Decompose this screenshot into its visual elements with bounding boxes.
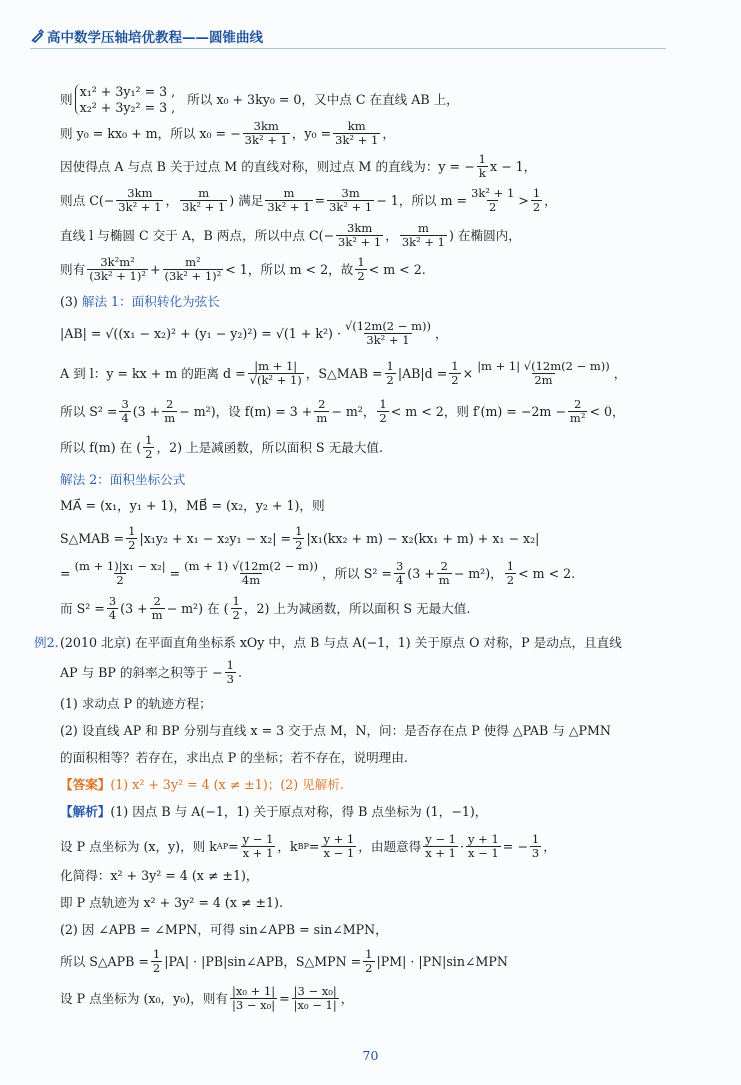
system-eq-1: x₁² + 3y₁² = 3 ,: [79, 84, 176, 99]
denominator: 2: [506, 572, 515, 587]
text: − m²) 在 (: [166, 600, 229, 616]
text: − 1，所以 m =: [376, 192, 468, 208]
text: A 到 l：y = kx + m 的距离 d =: [60, 365, 246, 381]
line-7: [60, 294, 220, 310]
text: < 0，: [589, 403, 625, 419]
text: |PA| · |PB|sin∠APB，S△MPN =: [164, 953, 362, 969]
system-eq-2: x₂² + 3y₂² = 3 ,: [79, 99, 176, 115]
fraction: [333, 120, 380, 147]
text: 所以 S△APB =: [60, 953, 149, 969]
text: < m < 2，则 f′(m) = −2m −: [390, 403, 566, 419]
fraction: [449, 360, 460, 387]
numerator: 1: [365, 947, 373, 961]
text: (1) 求动点 P 的轨迹方程；: [60, 696, 212, 711]
denominator: 4m: [241, 572, 261, 587]
denominator: m: [438, 572, 450, 587]
text: +: [149, 261, 161, 277]
numerator: m: [283, 186, 295, 200]
numerator: 3: [108, 594, 117, 608]
fraction: [241, 833, 276, 860]
numerator: √(12m(2 − m)): [344, 319, 431, 333]
text: AP 与 BP 的斜率之积等于 −: [60, 664, 223, 680]
denominator: 2: [532, 199, 541, 214]
fraction: [243, 120, 290, 147]
numerator: m²: [185, 255, 201, 269]
text: ，所以 S² =: [321, 565, 392, 581]
line-13: [60, 498, 325, 514]
text: |x₁(kx₂ + m) − x₂(kx₁ + m) + x₁ − x₂|: [306, 530, 540, 546]
text: ，: [165, 192, 179, 208]
fraction: [182, 560, 320, 587]
text: ×: [462, 365, 474, 381]
fraction: [150, 595, 165, 622]
question-2-line-2: [60, 750, 408, 766]
numerator: 1: [451, 359, 459, 373]
text: 因使得点 A 与点 B 关于过点 M 的直线对称，则过点 M 的直线为：y = −: [60, 158, 475, 174]
fraction: [377, 398, 388, 425]
numerator: 3km: [127, 186, 153, 200]
numerator: 1: [357, 255, 365, 269]
text: ，S△MAB =: [305, 365, 383, 381]
text: < m < 2.: [518, 565, 576, 581]
method-label: 解法 2：面积坐标公式: [60, 472, 186, 487]
fraction: [336, 222, 383, 249]
fraction: [119, 398, 130, 425]
fraction: [143, 434, 154, 461]
denominator: √(k² + 1): [249, 372, 302, 387]
denominator: 4: [108, 607, 117, 622]
line-1: [60, 84, 459, 115]
answer-tag: 【答案】: [60, 777, 111, 792]
numerator: 1: [232, 594, 240, 608]
solution-line-4: [60, 895, 283, 911]
fraction: [293, 525, 304, 552]
text: 化简得：x² + 3y² = 4 (x ≠ ±1)，: [60, 868, 259, 883]
solution-line-2: [60, 833, 556, 860]
denominator: 3: [531, 845, 540, 860]
fraction: [327, 187, 374, 214]
text: |PM| · |PN|sin∠MPN: [376, 953, 508, 969]
numerator: (m + 1) √(12m(2 − m)): [184, 559, 318, 573]
text: < m < 2.: [368, 261, 426, 277]
text: |x₁y₂ + x₁ − x₂y₁ − x₂| =: [139, 530, 292, 546]
numerator: y + 1: [468, 832, 499, 846]
denominator: 3k² + 1: [182, 199, 226, 214]
text: 所以 x₀ + 3ky₀ = 0，又中点 C 在直线 AB 上，: [187, 91, 459, 107]
fraction: [505, 560, 516, 587]
solution-line-1: [60, 804, 487, 820]
line-6: [60, 256, 426, 283]
fraction: [87, 256, 148, 283]
denominator: 3k² + 1: [366, 332, 410, 347]
text: ，2) 上为减函数，所以面积 S 无最大值.: [243, 600, 471, 616]
denominator: (3k² + 1)²: [164, 268, 222, 283]
text: (2) 因 ∠APB = ∠MPN，可得 sin∠APB = sin∠MPN，: [60, 922, 388, 937]
fraction: [151, 948, 162, 975]
numerator: 1: [128, 524, 136, 538]
text: S△MAB =: [60, 530, 125, 546]
numerator: 2: [153, 594, 161, 608]
numerator: 2: [574, 397, 582, 411]
fraction: [394, 560, 405, 587]
text: 设 P 点坐标为 (x，y)，则 k: [60, 838, 217, 854]
denominator: m: [316, 410, 328, 425]
text: ) 满足: [229, 192, 264, 208]
denominator: k: [478, 165, 486, 180]
fraction: [107, 595, 118, 622]
fraction: [423, 833, 458, 860]
page-number: 70: [362, 1048, 379, 1063]
numerator: 3: [395, 559, 404, 573]
fraction: [477, 153, 488, 180]
text: >: [518, 192, 529, 208]
line-8: [60, 320, 448, 347]
text: =: [169, 565, 181, 581]
text: < 1，所以 m < 2，故: [225, 261, 354, 277]
denominator: 3k² + 1: [338, 234, 382, 249]
text: =: [279, 990, 290, 1006]
text: (3): [60, 294, 78, 309]
text: ，: [434, 325, 448, 341]
denominator: 2: [451, 372, 459, 387]
fraction: [116, 187, 163, 214]
fraction: [225, 659, 236, 686]
solution-line-6: [60, 948, 508, 975]
denominator: 4: [121, 410, 129, 425]
fraction: [162, 398, 177, 425]
denominator: 2: [295, 537, 303, 552]
numerator: 1: [145, 433, 153, 447]
numerator: 1: [295, 524, 303, 538]
numerator: y − 1: [242, 832, 274, 846]
denominator: x − 1: [468, 845, 499, 860]
method-label: 解法 1：面积转化为弦长: [81, 294, 220, 309]
text: .: [237, 664, 242, 680]
denominator: m: [151, 607, 163, 622]
numerator: 1: [379, 397, 387, 411]
example-label: 例2.: [34, 635, 59, 650]
line-3: [60, 153, 536, 180]
line-10: [60, 398, 625, 425]
denominator: 2: [379, 410, 387, 425]
text: ，: [340, 990, 354, 1006]
numerator: 1: [386, 359, 394, 373]
denominator: x − 1: [323, 845, 355, 860]
denominator: 3k² + 1: [118, 199, 162, 214]
solution-tag: 【解析】: [60, 804, 111, 819]
denominator: 2: [386, 372, 394, 387]
numerator: 3km: [347, 221, 373, 235]
numerator: 1: [478, 152, 486, 166]
text: − m²，: [331, 403, 376, 419]
fraction: [231, 595, 242, 622]
numerator: 3: [121, 397, 129, 411]
numerator: m: [417, 221, 429, 235]
denominator: x + 1: [425, 845, 456, 860]
numerator: 1: [531, 832, 540, 846]
denominator: 2: [232, 607, 240, 622]
fraction: [355, 256, 366, 283]
denominator: x + 1: [242, 845, 274, 860]
text: ，: [385, 227, 398, 243]
text: 则有: [60, 261, 86, 277]
text: (3 +: [407, 565, 435, 581]
line-5: [60, 222, 521, 249]
text: ) 在椭圆内，: [448, 227, 521, 243]
answer-text: (1) x² + 3y² = 4 (x ≠ ±1)；(2) 见解析.: [110, 777, 344, 792]
denominator: 3k² + 1: [244, 132, 288, 147]
text: 直线 l 与椭圆 C 交于 A，B 两点，所以中点 C(−: [60, 227, 335, 243]
text: ，由题意得: [358, 838, 422, 854]
numerator: y − 1: [425, 832, 456, 846]
text: =: [228, 838, 239, 854]
numerator: 1: [226, 658, 234, 672]
denominator: m: [164, 410, 176, 425]
numerator: 1: [532, 186, 541, 200]
numerator: 2: [166, 397, 174, 411]
numerator: 1: [506, 559, 515, 573]
text: = −: [502, 838, 528, 854]
text: 所以 f(m) 在 (: [60, 439, 142, 455]
text: ，: [544, 192, 557, 208]
denominator: 2: [152, 960, 161, 975]
text: (2010 北京) 在平面直角坐标系 xOy 中，点 B 与点 A(−1，1) 关于原点 O 对称，P 是动点，且直线: [60, 635, 622, 650]
numerator: |x₀ + 1|: [231, 984, 276, 998]
denominator: 3: [226, 671, 234, 686]
numerator: 3k² + 1: [471, 186, 515, 200]
text: MA⃗ = (x₁，y₁ + 1)，MB⃗ = (x₂，y₂ + 1)，则: [60, 498, 325, 513]
fraction: [385, 360, 396, 387]
fraction: [530, 833, 541, 860]
line-15: [60, 560, 575, 587]
text: (3 +: [132, 403, 161, 419]
fraction: [265, 187, 312, 214]
numerator: 3k²m²: [100, 255, 135, 269]
text: 的面积相等？若存在，求出点 P 的坐标；若不存在，说明理由.: [60, 750, 408, 765]
numerator: |3 − x₀|: [293, 984, 337, 998]
fraction: [531, 187, 542, 214]
text: ·: [459, 838, 464, 854]
text: ，k: [277, 838, 298, 854]
fraction: [292, 985, 339, 1012]
numerator: (m + 1)|x₁ − x₂|: [74, 559, 166, 573]
fraction: [314, 398, 329, 425]
fraction: [437, 560, 452, 587]
numerator: 3km: [253, 119, 279, 133]
text: 设 P 点坐标为 (x₀，y₀)，则有: [60, 990, 228, 1006]
text: (1) 因点 B 与 A(−1，1) 关于原点对称，得 B 点坐标为 (1，−1)，: [110, 804, 488, 819]
denominator: m²: [569, 410, 586, 425]
denominator: 2: [489, 199, 497, 214]
answer-line: [60, 777, 344, 793]
example-2-line-1: [34, 635, 622, 651]
text: 则点 C(−: [60, 192, 115, 208]
numerator: |m + 1| √(12m(2 − m)): [477, 359, 610, 373]
solution-line-3: [60, 868, 258, 884]
text: 而 S² =: [60, 600, 105, 616]
text: − m²)，: [453, 565, 503, 581]
fraction: [400, 222, 447, 249]
fraction: [466, 833, 501, 860]
subscript: BP: [297, 841, 309, 851]
fraction: [248, 360, 304, 387]
text: =: [314, 192, 326, 208]
fraction: [73, 560, 168, 587]
text: ，2) 上是减函数，所以面积 S 无最大值.: [156, 439, 383, 455]
text: =: [60, 565, 71, 581]
fraction: [180, 187, 227, 214]
fraction: [475, 360, 612, 387]
solution-line-7: [60, 985, 353, 1012]
text: (2) 设直线 AP 和 BP 分别与直线 x = 3 交于点 M，N，问：是否存在点 P 使得 △PAB 与 △PMN: [60, 723, 611, 738]
header-title: 高中数学压轴培优教程——圆锥曲线: [47, 30, 263, 46]
text: ，: [613, 365, 627, 381]
text: − m²)，设 f(m) = 3 +: [179, 403, 313, 419]
text: 即 P 点轨迹为 x² + 3y² = 4 (x ≠ ±1).: [60, 895, 283, 910]
denominator: |x₀ − 1|: [293, 997, 337, 1012]
text: =: [308, 838, 320, 854]
denominator: 2m: [534, 372, 553, 387]
numerator: 3m: [341, 186, 360, 200]
subscript: AP: [216, 841, 229, 851]
denominator: 2: [357, 268, 365, 283]
numerator: km: [347, 119, 366, 133]
page-header: [30, 26, 263, 46]
fraction: [163, 256, 224, 283]
fraction: [321, 833, 356, 860]
line-9: [60, 360, 626, 387]
line-2: [60, 120, 395, 147]
line-12: [60, 472, 185, 488]
text: 所以 S² =: [60, 403, 118, 419]
text: |AB| = √((x₁ − x₂)² + (y₁ − y₂)²) = √(1 + k²) ·: [60, 325, 341, 341]
text: 则 y₀ = kx₀ + m，所以 x₀ = −: [60, 125, 241, 141]
numerator: 1: [152, 947, 161, 961]
denominator: 3k² + 1: [401, 234, 445, 249]
denominator: 4: [395, 572, 404, 587]
fraction: [363, 948, 374, 975]
text: x − 1，: [489, 158, 537, 174]
text: 则: [60, 91, 73, 107]
denominator: 3k² + 1: [335, 132, 379, 147]
question-1: [60, 696, 212, 712]
question-2-line-1: [60, 723, 611, 739]
denominator: 3k² + 1: [329, 199, 373, 214]
line-4: [60, 187, 557, 214]
equation-system: [75, 84, 176, 115]
fraction: [568, 398, 588, 425]
denominator: 2: [145, 446, 153, 461]
numerator: m: [198, 186, 210, 200]
text: |AB|d =: [397, 365, 448, 381]
solution-line-5: [60, 922, 388, 938]
header-divider: [30, 48, 666, 49]
denominator: |3 − x₀|: [231, 997, 276, 1012]
numerator: |m + 1|: [254, 359, 298, 373]
fraction: [469, 187, 516, 214]
denominator: (3k² + 1)²: [89, 268, 146, 283]
line-16: [60, 595, 470, 622]
fraction: [230, 985, 277, 1012]
numerator: y + 1: [323, 832, 355, 846]
pen-icon: [30, 29, 44, 43]
denominator: 2: [128, 537, 136, 552]
fraction: [343, 320, 433, 347]
denominator: 2: [116, 572, 124, 587]
text: ，: [382, 125, 395, 141]
text: (3 +: [120, 600, 148, 616]
example-2-line-2: [60, 659, 242, 686]
denominator: 3k² + 1: [267, 199, 311, 214]
fraction: [126, 525, 137, 552]
numerator: 2: [440, 559, 448, 573]
text: ，: [543, 838, 556, 854]
line-14: [60, 525, 539, 552]
text: ，y₀ =: [291, 125, 332, 141]
denominator: 2: [365, 960, 373, 975]
line-11: [60, 434, 383, 461]
numerator: 2: [318, 397, 326, 411]
